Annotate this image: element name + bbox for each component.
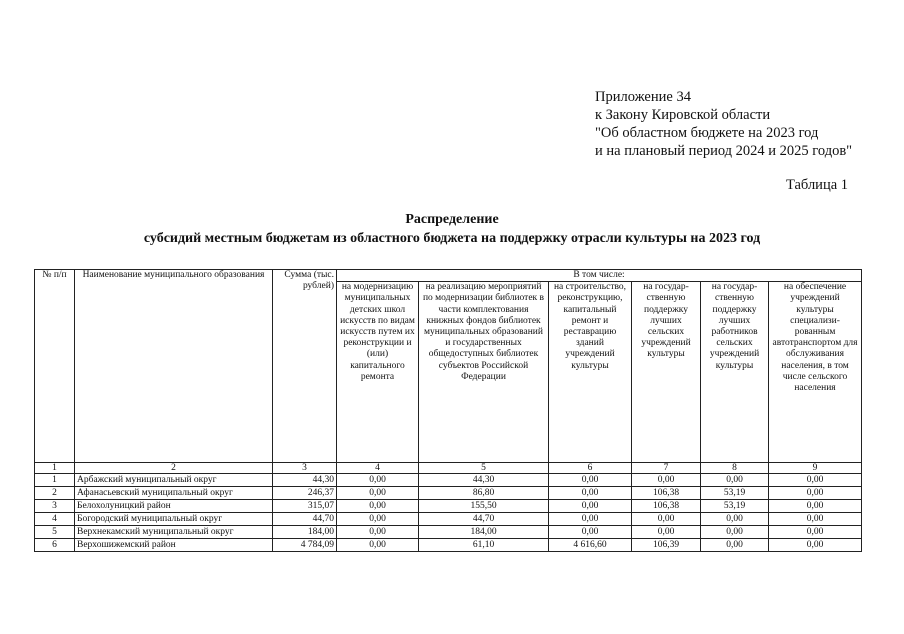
col4-cell: 0,00: [337, 487, 419, 500]
sum-cell: 246,37: [273, 487, 337, 500]
col6-cell: 0,00: [549, 513, 632, 526]
sum-cell: 44,70: [273, 513, 337, 526]
table-row: [35, 500, 862, 513]
header-including: В том числе:: [337, 270, 862, 282]
row-number: 5: [35, 526, 75, 539]
municipality-name: Богородский муниципальный округ: [75, 513, 273, 526]
column-number: 3: [273, 463, 337, 474]
column-number-row: [35, 463, 862, 474]
col5-cell: 44,30: [419, 474, 549, 487]
municipality-name: Арбажский муниципальный округ: [75, 474, 273, 487]
column-number: 1: [35, 463, 75, 474]
col5-cell: 61,10: [419, 539, 549, 552]
heading-title: Распределение: [405, 212, 499, 227]
row-number: 1: [35, 474, 75, 487]
document-heading: [0, 210, 904, 248]
col8-cell: 53,19: [701, 487, 769, 500]
table-row: [35, 526, 862, 539]
row-number: 2: [35, 487, 75, 500]
column-number: 6: [549, 463, 632, 474]
col8-cell: 0,00: [701, 539, 769, 552]
municipality-name: Верхошижемский район: [75, 539, 273, 552]
sum-cell: 315,07: [273, 500, 337, 513]
header-col7: на государ- ственную поддержку лучших сельских учреждений культуры: [632, 282, 701, 463]
header-col9: на обеспечение учреждений культуры специализи- рованным автотранспортом для обслуживания населения, в том числе сельского населения: [769, 282, 862, 463]
col4-cell: 0,00: [337, 526, 419, 539]
column-number: 2: [75, 463, 273, 474]
table-row: [35, 487, 862, 500]
table-body: [35, 474, 862, 552]
col6-cell: 0,00: [549, 474, 632, 487]
col8-cell: 0,00: [701, 513, 769, 526]
col7-cell: 0,00: [632, 474, 701, 487]
sum-cell: 184,00: [273, 526, 337, 539]
col5-cell: 86,80: [419, 487, 549, 500]
municipality-name: Верхнекамский муниципальный округ: [75, 526, 273, 539]
col6-cell: 0,00: [549, 526, 632, 539]
appendix-line: к Закону Кировской области: [595, 107, 771, 123]
col6-cell: 4 616,60: [549, 539, 632, 552]
row-number: 4: [35, 513, 75, 526]
col9-cell: 0,00: [769, 526, 862, 539]
col7-cell: 106,39: [632, 539, 701, 552]
header-col5: на реализацию мероприятий по модернизации библиотек в части комплектования книжных фондов библиотек муниципальных образований и государственных общедоступных библиотек субъектов Российской Федерации: [419, 282, 549, 463]
appendix-line: Приложение 34: [595, 89, 691, 105]
col4-cell: 0,00: [337, 500, 419, 513]
subsidy-table: [34, 269, 862, 552]
col6-cell: 0,00: [549, 487, 632, 500]
col4-cell: 0,00: [337, 474, 419, 487]
row-number: 3: [35, 500, 75, 513]
col6-cell: 0,00: [549, 500, 632, 513]
col9-cell: 0,00: [769, 513, 862, 526]
col7-cell: 106,38: [632, 500, 701, 513]
header-num: № п/п: [35, 270, 75, 463]
col5-cell: 184,00: [419, 526, 549, 539]
column-number: 5: [419, 463, 549, 474]
heading-subtitle: субсидий местным бюджетам из областного бюджета на поддержку отрасли культуры на 2023 год: [143, 231, 761, 246]
header-col8: на государ- ственную поддержку лучших работников сельских учреждений культуры: [701, 282, 769, 463]
sum-cell: 44,30: [273, 474, 337, 487]
table-label: Таблица 1: [786, 177, 849, 193]
col7-cell: 0,00: [632, 513, 701, 526]
col9-cell: 0,00: [769, 539, 862, 552]
table-row: [35, 513, 862, 526]
column-number: 9: [769, 463, 862, 474]
col8-cell: 53,19: [701, 500, 769, 513]
table-row: [35, 474, 862, 487]
header-col4: на модернизацию муниципальных детских школ искусств по видам искусств путем их реконструкции и (или) капитального ремонта: [337, 282, 419, 463]
header-name: Наименование муниципального образования: [75, 270, 273, 463]
col5-cell: 44,70: [419, 513, 549, 526]
col8-cell: 0,00: [701, 526, 769, 539]
municipality-name: Афанасьевский муниципальный округ: [75, 487, 273, 500]
col9-cell: 0,00: [769, 500, 862, 513]
col9-cell: 0,00: [769, 487, 862, 500]
col9-cell: 0,00: [769, 474, 862, 487]
sum-cell: 4 784,09: [273, 539, 337, 552]
header-col6: на строительство, реконструкцию, капитальный ремонт и реставрацию зданий учреждений культуры: [549, 282, 632, 463]
table-row: [35, 539, 862, 552]
column-number: 8: [701, 463, 769, 474]
col8-cell: 0,00: [701, 474, 769, 487]
header-sum: Сумма (тыс. рублей): [273, 270, 337, 463]
column-number: 4: [337, 463, 419, 474]
row-number: 6: [35, 539, 75, 552]
column-number: 7: [632, 463, 701, 474]
appendix-line: "Об областном бюджете на 2023 год: [595, 125, 819, 141]
municipality-name: Белохолуницкий район: [75, 500, 273, 513]
appendix-line: и на плановый период 2024 и 2025 годов": [595, 143, 853, 159]
col5-cell: 155,50: [419, 500, 549, 513]
col7-cell: 106,38: [632, 487, 701, 500]
col4-cell: 0,00: [337, 539, 419, 552]
appendix-block: [595, 88, 852, 160]
col7-cell: 0,00: [632, 526, 701, 539]
col4-cell: 0,00: [337, 513, 419, 526]
